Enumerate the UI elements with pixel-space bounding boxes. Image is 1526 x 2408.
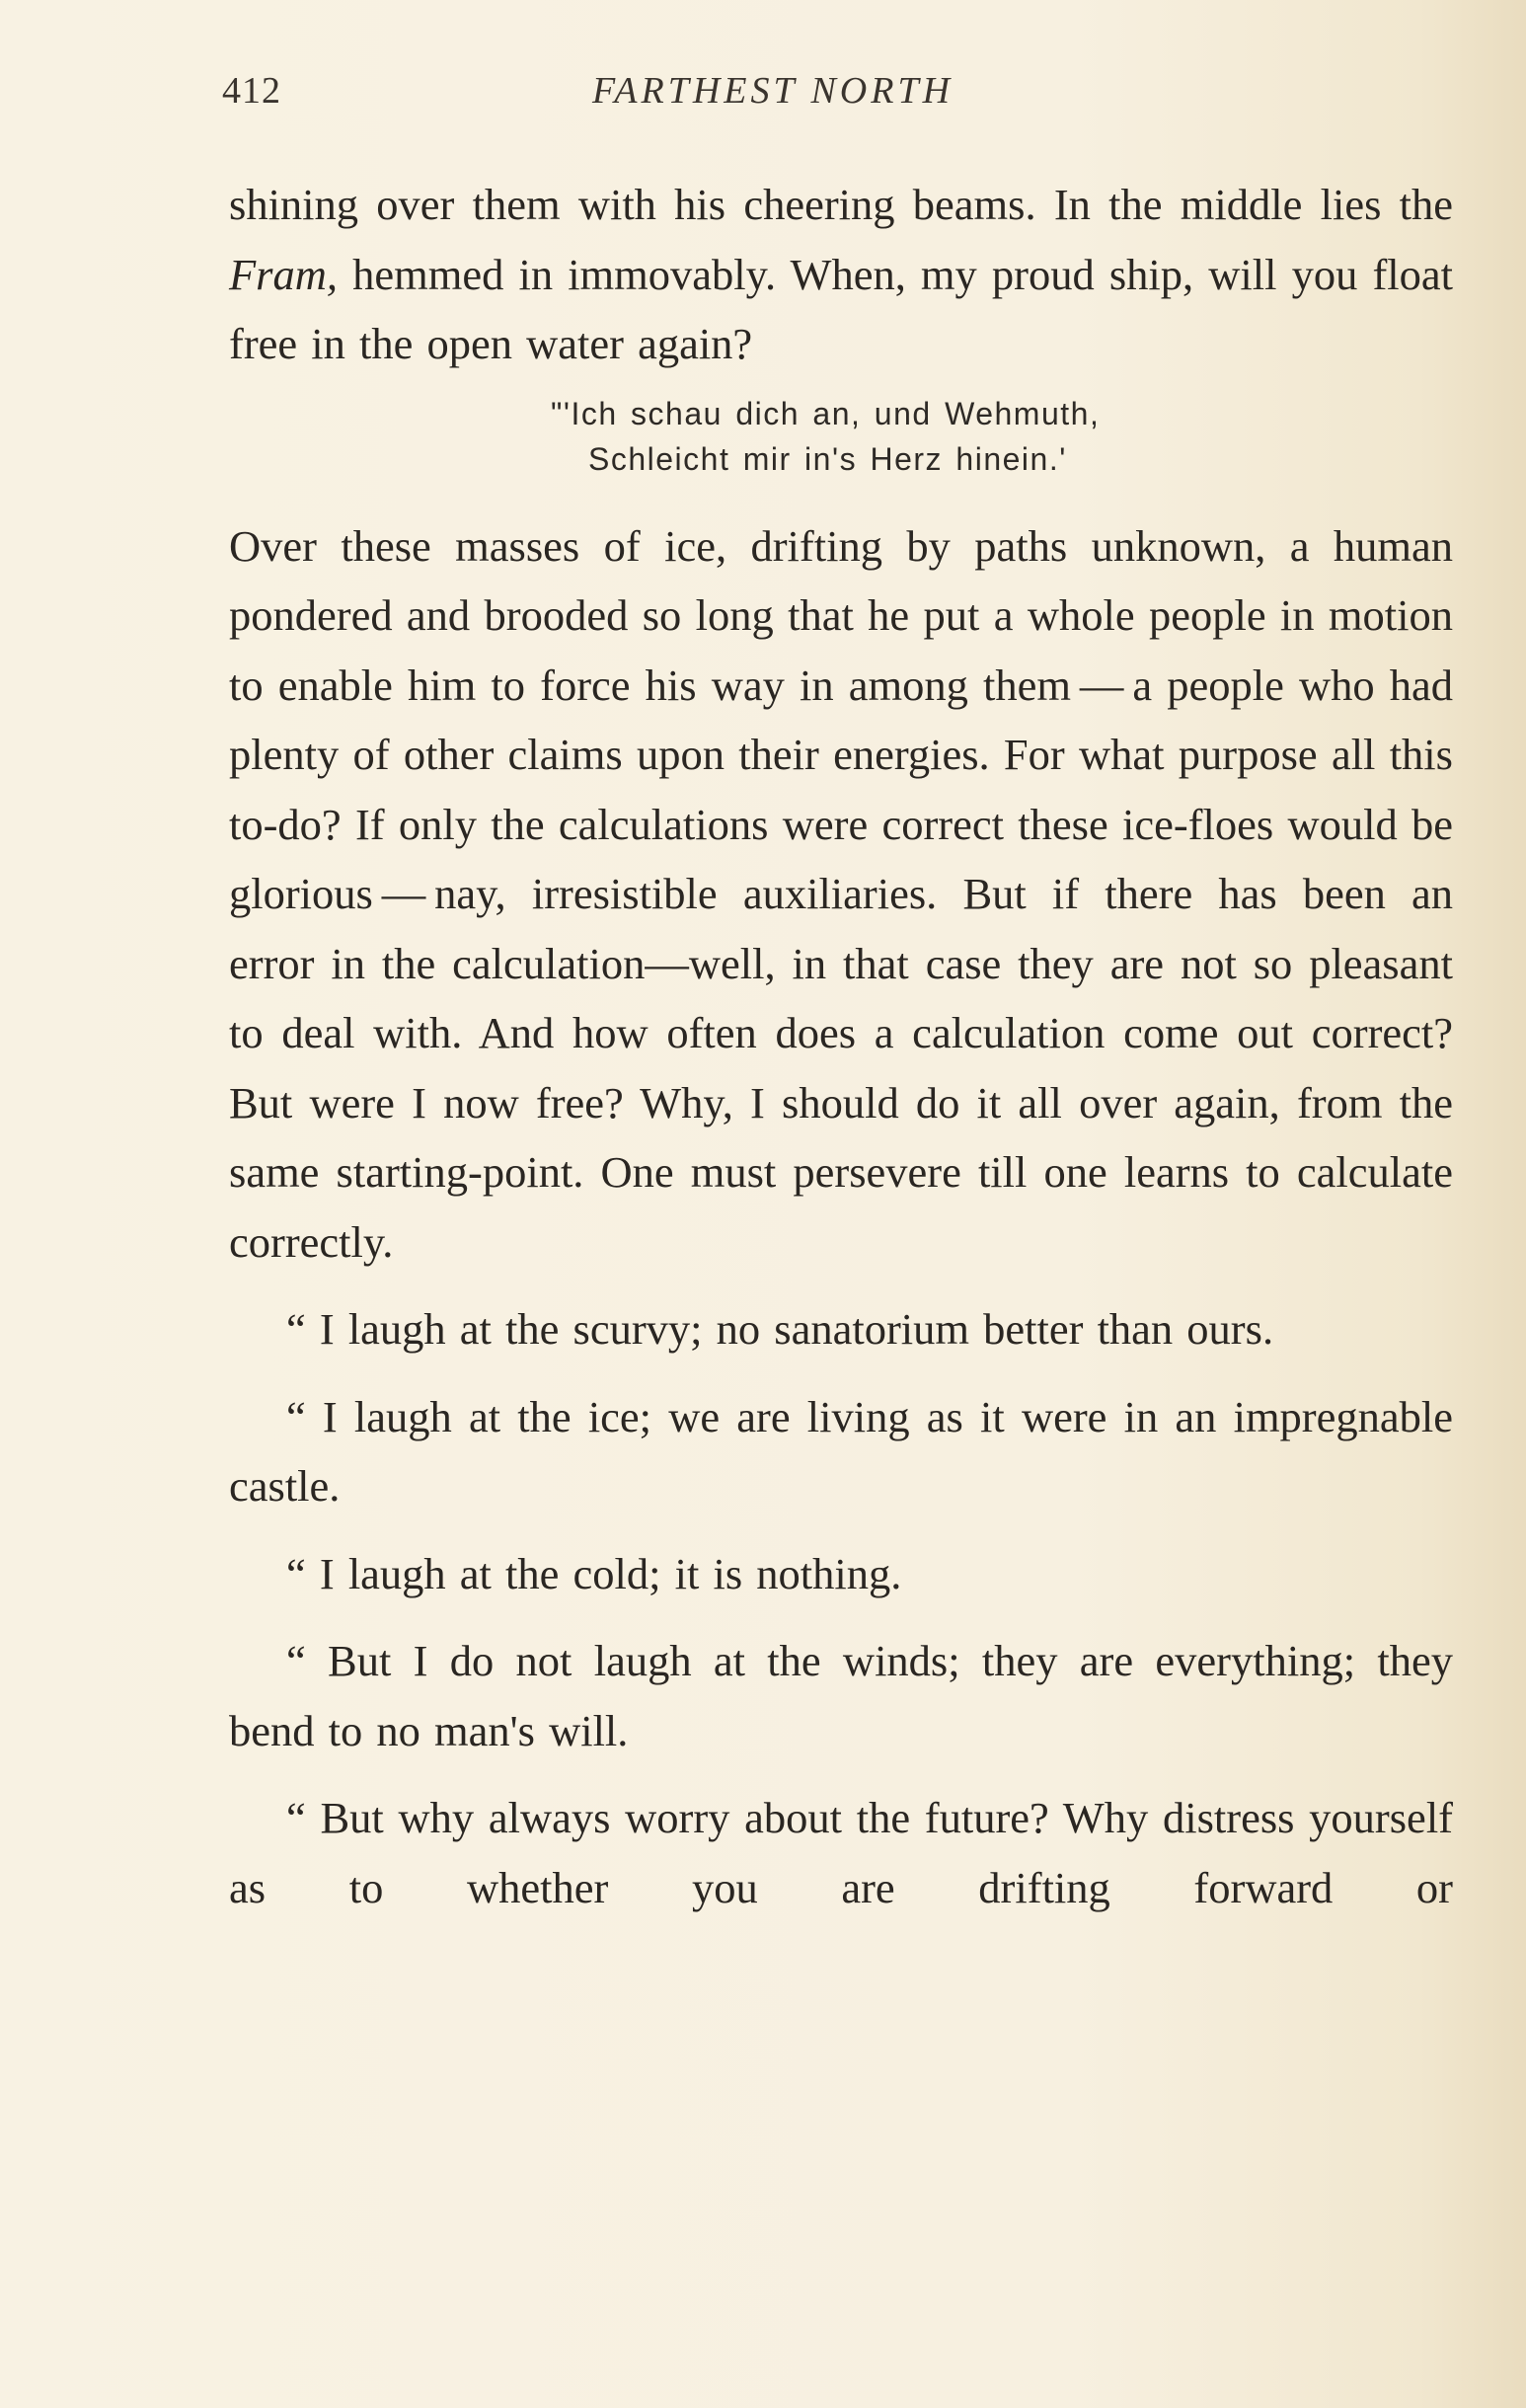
running-title: FARTHEST NORTH [591,70,954,112]
paragraph-ship [229,170,1453,379]
paragraph-future: “ But why always worry about the future? Why distress yourself as to whether you are drifting forward or [229,1793,1453,1912]
page-header [0,61,1526,120]
ship-name: Fram, [229,249,339,299]
verse-line-1: "'Ich schau dich an, und Wehmuth, [551,395,1101,431]
verse-quote [229,391,1453,482]
page-body [229,170,1453,1922]
paragraph-ship-text-start: shining over them with his cheering beams. In the middle lies the [229,180,1453,229]
paragraph-ice: “ I laugh at the ice; we are living as it were in an impregnable castle. [229,1391,1453,1511]
paragraph-cold: “ I laugh at the cold; it is nothing. [286,1548,902,1598]
paragraph-winds: “ But I do not laugh at the winds; they are everything; they bend to no man's will. [229,1636,1453,1755]
verse-line-2: Schleicht mir in's Herz hinein.' [588,440,1067,477]
paragraph-ship-text-end: hemmed in immovably. When, my proud ship, will you float free in the open water again? [229,249,1453,368]
page-number: 412 [222,70,281,112]
paragraph-scurvy: “ I laugh at the scurvy; no sanatorium better than ours. [286,1304,1274,1354]
paragraph-calculation: Over these masses of ice, drifting by paths unknown, a human pondered and brooded so long that he put a whole people in motion to enable him to force his way in among them — a people who had plenty of other claims upon their energies. For what purpose all this to-do? If only the calculations were correct these ice-floes would be glorious — nay, irresistible auxiliaries. But if there has been an error in the calculation—well, in that case they are not so pleasant to deal with. And how often does a calculation come out correct? But were I now free? Why, I should do it all over again, from the same starting-point. One must persevere till one learns to calculate correctly. [229,520,1453,1267]
